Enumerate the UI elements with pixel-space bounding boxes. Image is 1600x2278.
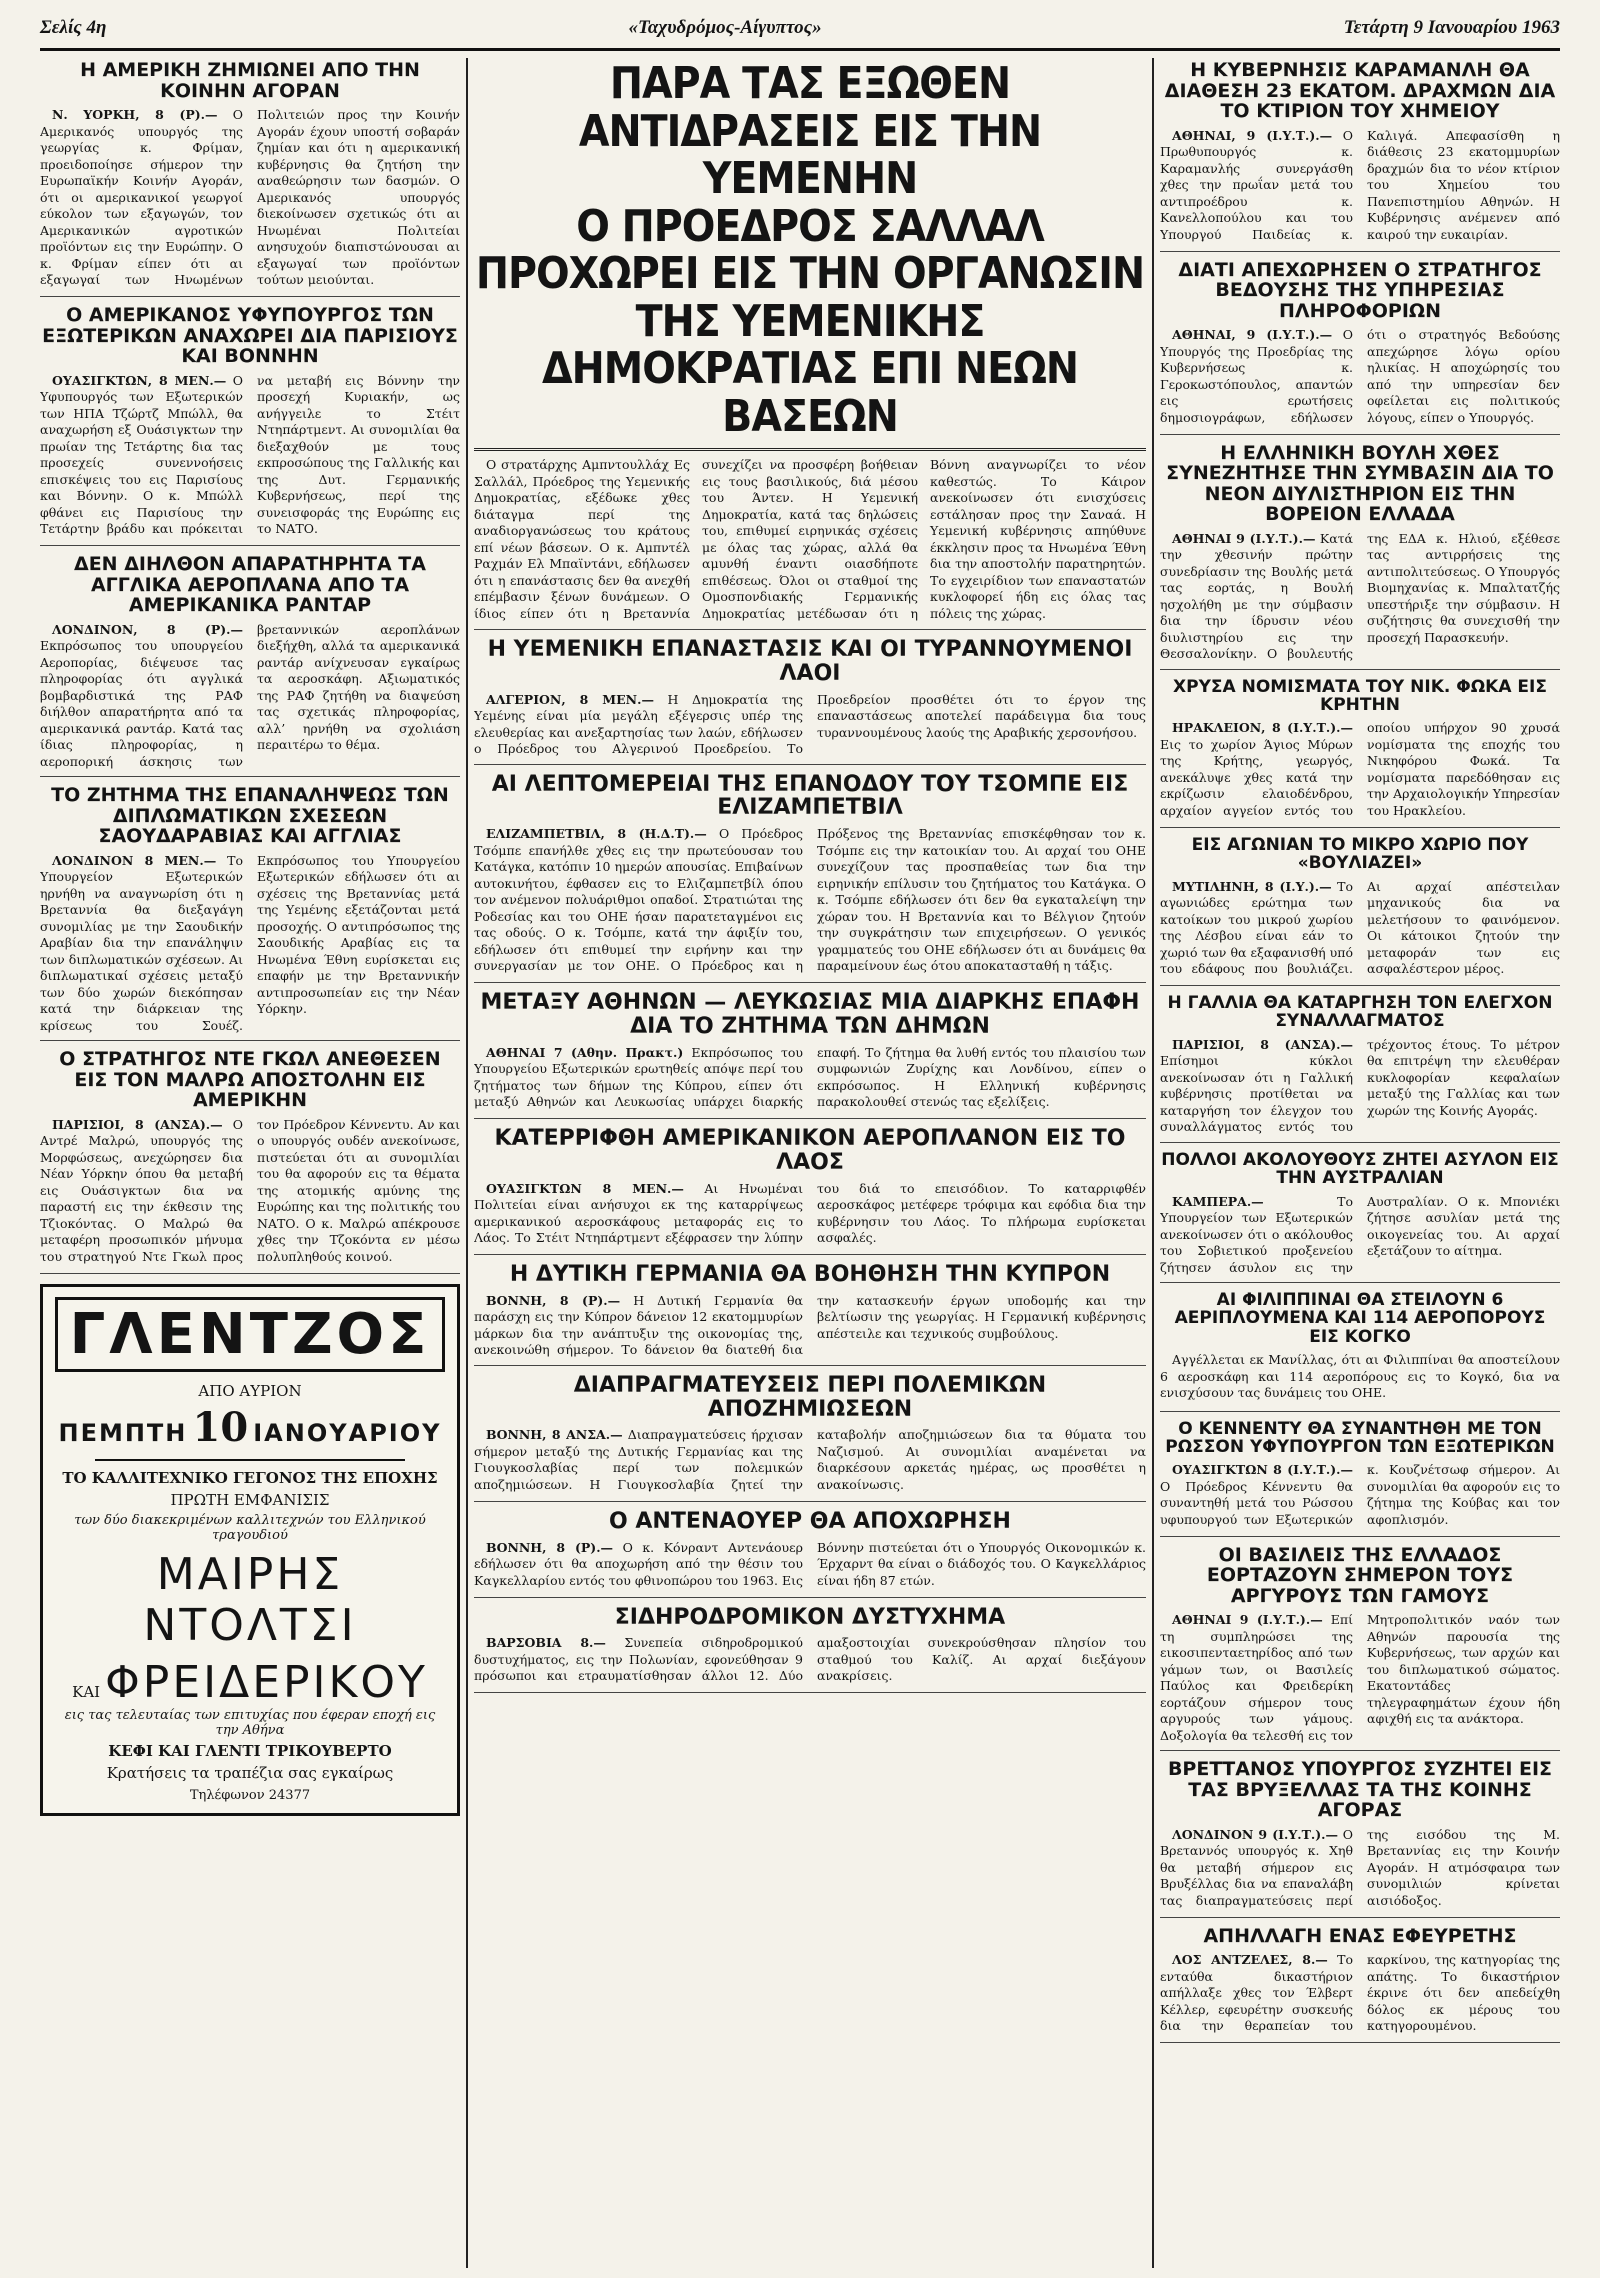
article (1160, 60, 1560, 252)
article-text: Η Δημοκρατία της Υεμένης είναι μία μεγάλη εξέγερσις υπέρ της ελευθερίας και ανεξαρτησίας των λαών, εδήλωσεν ο Πρόεδρος του Αλγερινού Προεδρείου. Το Προεδρείον προσθέτει ότι το έργον της επαναστάσεως αποτελεί παράδειγμα δια τους τυραννουμένους λαούς της Αραβικής χερσονήσου. (474, 691, 1146, 757)
article (1160, 443, 1560, 670)
dateline: ΟΥΑΣΙΓΚΤΩΝ 8 ΜΕΝ.— (486, 1180, 684, 1196)
article (474, 1127, 1146, 1255)
dateline: Ν. ΥΟΡΚΗ, 8 (Ρ).— (52, 107, 218, 123)
article-headline: ΑΙ ΦΙΛΙΠΠΙΝΑΙ ΘΑ ΣΤΕΙΛΟΥΝ 6 ΑΕΡΙΠΛΟΥΜΕΝΑ ΚΑΙ 114 ΑΕΡΟΠΟΡΟΥΣ ΕΙΣ ΚΟΓΚΟ (1174, 1290, 1546, 1347)
article-headline: ΧΡΥΣΑ ΝΟΜΙΣΜΑΤΑ ΤΟΥ ΝΙΚ. ΦΩΚΑ ΕΙΣ ΚΡΗΤΗΝ (1173, 676, 1547, 716)
article-text: Το ενταύθα δικαστήριον απήλλαξε χθες τον Έλβερτ Κέλλερ, εφευρέτην συσκευής δια την θεραπείαν του καρκίνου, της κατηγορίας της απάτης. Το δικαστήριον έκρινε ότι δεν απεδείχθη δόλος εκ μέρους του κατηγορουμένου. (1160, 1952, 1560, 2034)
ad-from: ΑΠΟ ΑΥΡΙΟΝ (198, 1381, 302, 1400)
dateline: ΛΟΝΔΙΝΟΝ, 8 (Ρ).— (52, 621, 243, 637)
ad-phone: Τηλέφωνον 24377 (189, 1787, 311, 1803)
ad-first: ΠΡΩΤΗ ΕΜΦΑΝΙΣΙΣ (170, 1490, 330, 1509)
article-text: Επί τη συμπληρώσει της εικοσιπενταετηρίδος από των γάμων των, οι Βασιλείς Παύλος και Φρειδερίκη εορτάζουν σήμερον τους αργυρούς των γάμους. Δοξολογία θα τελεσθή εις τον Μητροπολιτικόν ναόν των Αθηνών παρουσία της Κυβερνήσεως, των αρχών και του διπλωματικού σώματος. Εκατοντάδες τηλεγραφημάτων έχουν ήδη αφιχθή εις τα ανάκτορα. (1160, 1612, 1560, 1743)
article-text: Διαπραγματεύσεις ήρχισαν σήμερον μεταξύ της Δυτικής Γερμανίας και της Γιουγκοσλαβίας περί των πολεμικών αποζημιώσεων. Η Γιουγκοσλαβία ζητεί την καταβολήν αποζημιώσεων δια τα θύματα του Ναζισμού. Αι συνομιλίαι αναμένεται να διαρκέσουν αρκετάς ημέρας, ως προσθέτει η ανακοίνωσις. (474, 1427, 1146, 1492)
banner-line: ΤΗΣ ΥΕΜΕΝΙΚΗΣ ΔΗΜΟΚΡΑΤΙΑΣ ΕΠΙ ΝΕΩΝ ΒΑΣΕΩΝ (542, 295, 1078, 442)
article-headline: Ο ΑΜΕΡΙΚΑΝΟΣ ΥΦΥΠΟΥΡΓΟΣ ΤΩΝ ΕΞΩΤΕΡΙΚΩΝ ΑΝΑΧΩΡΕΙ ΔΙΑ ΠΑΡΙΣΙΟΥΣ ΚΑΙ ΒΟΝΝΗΝ (42, 304, 458, 368)
article-text: Ο Πρωθυπουργός κ. Καραμανλής συνεργάσθη χθες την πρωΐαν μετά του αντιπροέδρου κ. Κανελλοπούλου και του Υπουργού Παιδείας κ. Καλιγά. Απεφασίσθη η διάθεσις 23 εκατομμυρίων δραχμών δια το νέον κτίριον του Χημείου του Πανεπιστημίου Αθηνών. Η Κυβέρνησις ανέμενεν από καιρού την ευκαιρίαν. (1160, 127, 1560, 242)
article (1160, 1291, 1560, 1412)
ad-reserve: Κρατήσεις τα τραπέζια σας εγκαίρως (106, 1763, 394, 1782)
article (40, 785, 460, 1041)
article (474, 1510, 1146, 1598)
dateline: ΟΥΑΣΙΓΚΤΩΝ, 8 ΜΕΝ.— (52, 372, 227, 388)
dateline: ΑΘΗΝΑΙ 9 (Ι.Υ.Τ.).— (1172, 530, 1316, 546)
right-column (1160, 58, 1560, 2268)
article-text: Αγγέλλεται εκ Μανίλλας, ότι αι Φιλιππίναι θα αποστείλουν 6 αεροσκάφη και 114 αεροπόρους εις το Κογκό, δια να ενισχύσουν τας δυνάμεις του ΟΗΕ. (1160, 1352, 1560, 1401)
article-headline: ΟΙ ΒΑΣΙΛΕΙΣ ΤΗΣ ΕΛΛΑΔΟΣ ΕΟΡΤΑΖΟΥΝ ΣΗΜΕΡΟΝ ΤΟΥΣ ΑΡΓΥΡΟΥΣ ΤΩΝ ΓΑΜΟΥΣ (1206, 1543, 1514, 1607)
dateline: ΑΘΗΝΑΙ 7 (Αθην. Πρακτ.) (486, 1044, 684, 1060)
article (1160, 1420, 1560, 1537)
article-headline: ΠΟΛΛΟΙ ΑΚΟΛΟΥΘΟΥΣ ΖΗΤΕΙ ΑΣΥΛΟΝ ΕΙΣ ΤΗΝ ΑΥΣΤΡΑΛΙΑΝ (1161, 1149, 1559, 1189)
article-headline: ΔΙΑΤΙ ΑΠΕΧΩΡΗΣΕΝ Ο ΣΤΡΑΤΗΓΟΣ ΒΕΔΟΥΣΗΣ ΤΗΣ ΥΠΗΡΕΣΙΑΣ ΠΛΗΡΟΦΟΡΙΩΝ (1178, 258, 1542, 322)
article (1160, 836, 1560, 986)
article-headline: Ο ΑΝΤΕΝΑΟΥΕΡ ΘΑ ΑΠΟΧΩΡΗΣΗ (609, 1508, 1011, 1534)
dateline: ΕΛΙΖΑΜΠΕΤΒΙΛ, 8 (Η.Δ.Τ).— (486, 826, 707, 842)
article-headline: Η ΑΜΕΡΙΚΗ ΖΗΜΙΩΝΕΙ ΑΠΟ ΤΗΝ ΚΟΙΝΗΝ ΑΓΟΡΑΝ (80, 59, 420, 102)
dateline: ΠΑΡΙΣΙΟΙ, 8 (ΑΝΣΑ).— (52, 1116, 223, 1132)
article-headline: ΤΟ ΖΗΤΗΜΑ ΤΗΣ ΕΠΑΝΑΛΗΨΕΩΣ ΤΩΝ ΔΙΠΛΩΜΑΤΙΚΩΝ ΣΧΕΣΕΩΝ ΣΑΟΥΔΑΡΑΒΙΑΣ ΚΑΙ ΑΓΓΛΙΑΣ (51, 784, 449, 848)
dateline: ΒΟΝΝΗ, 8 ΑΝΣΑ.— (486, 1427, 623, 1443)
article-headline: ΕΙΣ ΑΓΩΝΙΑΝ ΤΟ ΜΙΚΡΟ ΧΩΡΙΟ ΠΟΥ «ΒΟΥΛΙΑΖΕΙ» (1191, 834, 1529, 874)
article-text: Το αγωνιώδες ερώτημα των κατοίκων του μικρού χωρίου της Λέσβου είναι εάν το χωριό των θα εξαφανισθή υπό του εδάφους που βουλιάζει. Αι αρχαί απέστειλαν μηχανικούς δια να μελετήσουν το φαινόμενον. Οι κάτοικοι ζητούν την μεταφοράν των εις ασφαλέστερον μέρος. (1160, 878, 1560, 977)
column-divider (466, 58, 468, 2268)
dateline: ΒΟΝΝΗ, 8 (Ρ).— (486, 1292, 621, 1308)
article-text: Συνεπεία σιδηροδρομικού δυστυχήματος, εις την Πολωνίαν, εφονεύθησαν 9 πρόσωποι και ετραυματίσθησαν άλλοι 12. Δύο αμαξοστοιχίαι συνεκρούσθησαν πλησίον του σταθμού του Καλίζ. Αι αρχαί διεξάγουν ανακρίσεις. (474, 1635, 1146, 1684)
masthead (40, 8, 1560, 51)
dateline: ΟΥΑΣΙΓΚΤΩΝ 8 (Ι.Υ.Τ.).— (1172, 1462, 1353, 1478)
ad-artist-1: ΜΑΙΡΗΣ ΝΤΟΛΤΣΙ (143, 1548, 357, 1651)
article (1160, 1151, 1560, 1283)
article-text: Το Υπουργείον Εξωτερικών ηρνήθη να αναγνωρίση ότι η Βρεταννία θα διεξαγάγη συνομιλίας με την Σαουδικήν Αραβίαν δια την επανάληψιν των διπλωματικών σχέσεων. Αι διπλωματικαί σχέσεις μεταξύ των δύο χωρών διεκόπησαν κατά την διάρκειαν της κρίσεως του Σουέζ. Εκπρόσωπος του Υπουργείου Εξωτερικών εδήλωσεν ότι αι σχέσεις της Βρεταννίας μετά της Υεμένης εξετάζονται μετά προσοχής. Ο αντιπρόσωπος της Σαουδικής Αραβίας εις τα Ηνωμένα Έθνη ευρίσκεται εις επαφήν με την Βρεταννικήν αντιπροσωπείαν εις την Νέαν Υόρκην. (40, 852, 460, 1033)
article (1160, 1545, 1560, 1752)
article-headline: ΒΡΕΤΤΑΝΟΣ ΥΠΟΥΡΓΟΣ ΣΥΖΗΤΕΙ ΕΙΣ ΤΑΣ ΒΡΥΞΕΛΛΑΣ ΤΑ ΤΗΣ ΚΟΙΝΗΣ ΑΓΟΡΑΣ (1167, 1758, 1553, 1822)
banner-line: Ο ΠΡΟΕΔΡΟΣ ΣΑΛΛΑΛ ΠΡΟΧΩΡΕΙ ΕΙΣ ΤΗΝ ΟΡΓΑΝΩΣΙΝ (475, 200, 1145, 300)
article (1160, 994, 1560, 1143)
article-text: Ο Βρεταννός υπουργός κ. Χηθ θα μεταβή σήμερον εις Βρυξέλλας δια να επαναλάβη τας διαπραγματεύσεις περί της εισόδου της Μ. Βρεταννίας εις την Κοινήν Αγοράν. Η ατμόσφαιρα των συνομιλιών κρίνεται αισιόδοξος. (1160, 1826, 1560, 1908)
article-headline: Η ΕΛΛΗΝΙΚΗ ΒΟΥΛΗ ΧΘΕΣ ΣΥΝΕΖΗΤΗΣΕ ΤΗΝ ΣΥΜΒΑΣΙΝ ΔΙΑ ΤΟ ΝΕΟΝ ΔΙΥΛΙΣΤΗΡΙΟΝ ΕΙΣ ΤΗΝ ΒΟΡΕΙΟΝ ΕΛΛΑΔΑ (1166, 441, 1554, 526)
advertisement (40, 1284, 460, 1816)
article-text: Ο Αμερικανός υπουργός της γεωργίας κ. Φρίμαν, προειδοποίησε σήμερον την Ευρωπαϊκήν Κοινήν Αγοράν, ότι οι αμερικανικοί γεωργοί εύκολον των εξαγωγών, τον Αμερικανικών αγροτικών προϊόντων εις την Ευρώπην. Ο κ. Φρίμαν είπεν ότι αι εξαγωγαί των Ηνωμένων Πολιτειών προς την Κοινήν Αγοράν έχουν υποστή σοβαράν ζημίαν και ότι η αμερικανική κυβέρνησις θα ζητήση την αναθεώρησιν των δασμών. Ο Αμερικανός υπουργός διεκοίνωσεν σχετικώς ότι αι Ηνωμέναι Πολιτείαι ανησυχούν διαπιστώνουσαι αι εξαγωγαί των προϊόντων τούτων μειούνται. (40, 107, 460, 288)
article (40, 554, 460, 777)
ad-event: ΤΟ ΚΑΛΛΙΤΕΧΝΙΚΟ ΓΕΓΟΝΟΣ ΤΗΣ ΕΠΟΧΗΣ (62, 1468, 438, 1487)
dateline: ΒΑΡΣΟΒΙΑ 8.— (486, 1635, 606, 1651)
issue-date: Τετάρτη 9 Ιανουαρίου 1963 (1343, 17, 1560, 38)
article-headline: ΔΕΝ ΔΙΗΛΘΟΝ ΑΠΑΡΑΤΗΡΗΤΑ ΤΑ ΑΓΓΛΙΚΑ ΑΕΡΟΠΛΑΝΑ ΑΠΟ ΤΑ ΑΜΕΡΙΚΑΝΙΚΑ ΡΑΝΤΑΡ (74, 553, 426, 617)
article (474, 1606, 1146, 1694)
article-text: Ο Υφυπουργός των Εξωτερικών των ΗΠΑ Τζώρτζ Μπώλλ, θα αναχωρήση εξ Ουάσιγκτων την πρωίαν της Τετάρτης δια τας προσεχείς συνεννοήσεις επισκέψεις του εις Παρισίους και Βόννην. Ο κ. Μπώλλ φθάνει εις Παρισίους την Τετάρτην βράδυ και πρόκειται να μεταβή εις Βόννην την προσεχή Κυριακήν, ως ανήγγειλε το Στέιτ Ντηπάρτμεντ. Αι συνομιλίαι θα διεξαχθούν με τους εκπροσώπους της Γαλλικής και της Δυτ. Γερμανικής Κυβερνήσεως, περί της συνεισφοράς της Ευρώπης εις το ΝΑΤΟ. (40, 372, 460, 537)
article-text: Κατά την χθεσινήν πρώτην συνεδρίασιν της Βουλής μετά τας εορτάς, η Βουλή ησχολήθη με την σύμβασιν δια την ίδρυσιν νέου διυλιστηρίου εις την Θεσσαλονίκην. Ο βουλευτής της ΕΔΑ κ. Ηλιού, εξέθεσε τας αντιρρήσεις της αντιπολιτεύσεως. Ο Υπουργός Βιομηχανίας κ. Μπαλτατζής υπεστήριξε την σύμβασιν. Η συζήτησις θα συνεχισθή την προσεχή Παρασκευήν. (1160, 530, 1560, 662)
article-text: Το Υπουργείον των Εξωτερικών ανεκοίνωσεν ότι ο ακόλουθος του Σοβιετικού προξενείου ζήτησεν άσυλον εις την Αυστραλίαν. Ο κ. Μπονιέκι ζήτησε ασυλίαν μετά της οικογενείας του. Αι αρχαί εξετάζουν το αίτημα. (1160, 1193, 1560, 1275)
article-headline: Ο ΣΤΡΑΤΗΓΟΣ ΝΤΕ ΓΚΩΛ ΑΝΕΘΕΣΕΝ ΕΙΣ ΤΟΝ ΜΑΛΡΩ ΑΠΟΣΤΟΛΗΝ ΕΙΣ ΑΜΕΡΙΚΗΝ (59, 1048, 441, 1112)
column-divider (1152, 58, 1154, 2268)
article (474, 1263, 1146, 1366)
left-column (40, 58, 460, 2268)
article-text: Επίσημοι κύκλοι ανεκοίνωσαν ότι η Γαλλική κυβέρνησις προτίθεται να καταργήση τον έλεγχον του συναλλάγματος εντός του τρέχοντος έτους. Το μέτρον θα επιτρέψη την ελευθέραν κυκλοφορίαν κεφαλαίων μεταξύ της Γαλλίας και των χωρών της Κοινής Αγοράς. (1160, 1036, 1560, 1135)
dateline: ΠΑΡΙΣΙΟΙ, 8 (ΑΝΣΑ).— (1172, 1036, 1353, 1052)
article-text: Η Δυτική Γερμανία θα παράσχη εις την Κύπρον δάνειον 12 εκατομμυρίων μάρκων δια την ανάπτυξιν της οικονομίας της, ανεκοινώθη σήμερον. Το δάνειον θα διατεθή δια την κατασκευήν έργων υποδομής και την βελτίωσιν της γεωργίας. Η Γερμανική κυβέρνησις απέστειλε και τεχνικούς συμβούλους. (474, 1292, 1146, 1358)
article-text: Ο Αντρέ Μαλρώ, υπουργός της Μορφώσεως, ανεχώρησεν δια Νέαν Υόρκην όπου θα μεταβή εις Ουάσιγκτων δια να παραστή εις την έκθεσιν της Τζιοκόντας. Ο Μαλρώ θα μεταφέρη προσωπικόν μήνυμα του στρατηγού Ντε Γκωλ προς τον Πρόεδρον Κέννεντυ. Αν και ο υπουργός ουδέν ανεκοίνωσε, πιστεύεται ότι αι συνομιλίαι του θα αφορούν εις τα θέματα της ατομικής αμύνης της Ευρώπης και της πολιτικής του ΝΑΤΟ. Ο κ. Μαλρώ απέκρουσε χθες την Τζοκόντα εν μέσω πολυπληθούς κοινού. (40, 1116, 460, 1264)
article-headline: Η ΔΥΤΙΚΗ ΓΕΡΜΑΝΙΑ ΘΑ ΒΟΗΘΗΣΗ ΤΗΝ ΚΥΠΡΟΝ (509, 1262, 1111, 1288)
banner-headline (474, 60, 1146, 440)
article-text: Εκπρόσωπος του Υπουργείου Εξωτερικών ερωτηθείς απόψε περί του ζητήματος των δήμων της Κύπρου, είπεν ότι μεταξύ Αθηνών και Λευκωσίας υπάρχει διαρκής επαφή. Το ζήτημα θα λυθή εντός του πλαισίου των συμφωνιών Ζυρίχης και Λονδίνου, είπεν ο εκπρόσωπος. Η Ελληνική κυβέρνησις παρακολουθεί στενώς τας εξελίξεις. (474, 1044, 1146, 1110)
article-text: Ο Πρόεδρος Κέννεντυ θα συναντηθή μετά του Ρώσσου υφυπουργού των Εξωτερικών κ. Κουζνέτσωφ σήμερον. Αι συνομιλίαι θα αφορούν εις το ζήτημα της Κούβας και τον αφοπλισμόν. (1160, 1462, 1560, 1527)
article-headline: Η ΥΕΜΕΝΙΚΗ ΕΠΑΝΑΣΤΑΣΙΣ ΚΑΙ ΟΙ ΤΥΡΑΝΝΟΥΜΕΝΟΙ ΛΑΟΙ (487, 637, 1133, 686)
ad-intro: των δύο διακεκριμένων καλλιτεχνών του Ελληνικού τραγουδιού (74, 1512, 426, 1543)
ad-brand: ΓΛΕΝΤΖΟΣ (55, 1297, 445, 1372)
lead-article (474, 60, 1146, 630)
dateline: ΛΟΣ ΑΝΤΖΕΛΕΣ, 8.— (1172, 1952, 1328, 1968)
ad-month: ΙΑΝΟΥΑΡΙΟΥ (253, 1418, 442, 1447)
page-number: Σελίς 4η (40, 17, 107, 38)
article (1160, 678, 1560, 828)
dateline: ΑΛΓΕΡΙΟΝ, 8 ΜΕΝ.— (486, 691, 654, 707)
article-headline: ΑΠΗΛΛΑΓΗ ΕΝΑΣ ΕΦΕΥΡΕΤΗΣ (1203, 1924, 1517, 1947)
dateline: ΚΑΜΠΕΡΑ.— (1172, 1193, 1264, 1209)
article (40, 1049, 460, 1274)
ad-kefi: ΚΕΦΙ ΚΑΙ ΓΛΕΝΤΙ ΤΡΙΚΟΥΒΕΡΤΟ (108, 1741, 392, 1760)
ad-tagline: εις τας τελευταίας των επιτυχίας που έφεραν εποχή εις την Αθήνα (64, 1707, 436, 1738)
dateline: ΛΟΝΔΙΝΟΝ 9 (Ι.Υ.Τ.).— (1172, 1826, 1339, 1842)
article (1160, 260, 1560, 435)
article-headline: Η ΓΑΛΛΙΑ ΘΑ ΚΑΤΑΡΓΗΣΗ ΤΟΝ ΕΛΕΓΧΟΝ ΣΥΝΑΛΛΑΓΜΑΤΟΣ (1167, 993, 1553, 1032)
article-text: Ο Πρόεδρος Τσόμπε επανήλθε χθες εις την πρωτεύουσαν του Κατάγκα, κατόπιν 10 ημερών απουσίας. Επιβαίνων αυτοκινήτου, έφθασεν εις το Ελιζαμπετβίλ όπου τον ανέμενον πολυάριθμοι οπαδοί. Στρατιώται της Ροδεσίας και του ΟΗΕ ήσαν παρατεταγμένοι εις τας οδούς. Ο κ. Τσόμπε, κατά την άφιξίν του, εδήλωσεν ότι επιθυμεί την ειρήνην και την συνεργασίαν με τον ΟΗΕ. Ο Πρόεδρος και η Πρόξενος της Βρεταννίας επισκέφθησαν τον κ. Τσόμπε εις την κατοικίαν του. Αι αρχαί του ΟΗΕ συνεχίζουν τας προσπαθείας των δια την ειρηνικήν επίλυσιν του ζητήματος του Κατάγκα. Ο κ. Τσόμπε εδήλωσεν ότι δεν θα εγκαταλείψη την χώραν του. Η Βρεταννία και το Βέλγιον ζητούν την συγκράτησιν των επιχειρήσεων. Ο γενικός γραμματεύς του ΟΗΕ εδήλωσεν ότι αι δυνάμεις θα παραμείνουν έως ότου αποκατασταθή η τάξις. (474, 826, 1146, 974)
article (474, 1374, 1146, 1502)
article (474, 773, 1146, 984)
banner-line: ΠΑΡΑ ΤΑΣ ΕΞΩΘΕΝ ΑΝΤΙΔΡΑΣΕΙΣ ΕΙΣ ΤΗΝ ΥΕΜΕΝΗΝ (578, 58, 1042, 205)
dateline: ΛΟΝΔΙΝΟΝ 8 ΜΕΝ.— (52, 852, 217, 868)
article (40, 305, 460, 546)
dateline: ΗΡΑΚΛΕΙΟΝ, 8 (Ι.Υ.Τ.).— (1172, 720, 1353, 736)
article (474, 991, 1146, 1119)
dateline: ΑΘΗΝΑΙ, 9 (Ι.Υ.Τ.).— (1172, 327, 1333, 343)
center-column (474, 58, 1146, 2268)
ad-day: ΠΕΜΠΤΗ (58, 1418, 188, 1447)
article-headline: ΑΙ ΛΕΠΤΟΜΕΡΕΙΑΙ ΤΗΣ ΕΠΑΝΟΔΟΥ ΤΟΥ ΤΣΟΜΠΕ ΕΙΣ ΕΛΙΖΑΜΠΕΤΒΙΛ (491, 771, 1129, 821)
article (40, 60, 460, 297)
ad-artist-2: ΦΡΕΙΔΕΡΙΚΟΥ (105, 1656, 428, 1708)
article (474, 638, 1146, 765)
article-text: Αι Ηνωμέναι Πολιτείαι είναι ανήσυχοι εκ της καταρρίψεως αμερικανικού αεροσκάφους μεταφοράς εις το Λάος. Το Στέιτ Ντηπάρτμεντ εξέφρασεν την λύπην του διά το επεισόδιον. Το καταρριφθέν αεροσκάφος μετέφερε τρόφιμα και εφόδια δια την κυβέρνησιν του Λάος. Το πλήρωμα ευρίσκεται ασφαλές. (474, 1180, 1146, 1246)
newspaper-name: «Ταχυδρόμος-Αίγυπτος» (628, 17, 822, 38)
ad-day-number: 10 (192, 1403, 249, 1451)
article-headline: ΚΑΤΕΡΡΙΦΘΗ ΑΜΕΡΙΚΑΝΙΚΟΝ ΑΕΡΟΠΛΑΝΟΝ ΕΙΣ ΤΟ ΛΑΟΣ (494, 1126, 1126, 1175)
dateline: ΑΘΗΝΑΙ, 9 (Ι.Υ.Τ.).— (1172, 127, 1333, 143)
article (1160, 1759, 1560, 1918)
article-headline: ΔΙΑΠΡΑΓΜΑΤΕΥΣΕΙΣ ΠΕΡΙ ΠΟΛΕΜΙΚΩΝ ΑΠΟΖΗΜΙΩΣΕΩΝ (573, 1372, 1047, 1422)
article-text: Ο Υπουργός της Προεδρίας της Κυβερνήσεως κ. Γεροκωστόπουλος, απαντών εις ερωτήσεις δημοσιογράφων, εδήλωσεν ότι ο στρατηγός Βεδούσης απεχώρησε λόγω ορίου ηλικίας. Η αποχώρησίς του από την υπηρεσίαν δεν οφείλεται εις πολιτικούς λόγους, είπεν ο Υπουργός. (1160, 327, 1560, 425)
article-headline: Ο ΚΕΝΝΕΝΤΥ ΘΑ ΣΥΝΑΝΤΗΘΗ ΜΕ ΤΟΝ ΡΩΣΣΟΝ ΥΦΥΠΟΥΡΓΟΝ ΤΩΝ ΕΞΩΤΕΡΙΚΩΝ (1165, 1418, 1555, 1457)
dateline: ΒΟΝΝΗ, 8 (Ρ).— (486, 1539, 614, 1555)
dateline: ΑΘΗΝΑΙ 9 (Ι.Υ.Τ.).— (1172, 1612, 1323, 1628)
article-headline: ΣΙΔΗΡΟΔΡΟΜΙΚΟΝ ΔΥΣΤΥΧΗΜΑ (614, 1604, 1006, 1630)
article (1160, 1926, 1560, 2044)
article-headline: ΜΕΤΑΞΥ ΑΘΗΝΩΝ — ΛΕΥΚΩΣΙΑΣ ΜΙΑ ΔΙΑΡΚΗΣ ΕΠΑΦΗ ΔΙΑ ΤΟ ΖΗΤΗΜΑ ΤΩΝ ΔΗΜΩΝ (480, 990, 1140, 1039)
dateline: ΜΥΤΙΛΗΝΗ, 8 (Ι.Υ.).— (1172, 878, 1332, 894)
article-text: Εις το χωρίον Άγιος Μύρων της Κρήτης, γεωργός, ανεκάλυψε χθες κατά την εκρίζωσιν ελαιοδένδρου, αρχαίον αγγείον εντός του οποίου υπήρχον 90 χρυσά νομίσματα της εποχής του Νικηφόρου Φωκά. Τα νομίσματα παρεδόθησαν εις την Αρχαιολογικήν Υπηρεσίαν του Ηρακλείου. (1160, 720, 1560, 818)
article-text: Ο κ. Κόνραντ Αντενάουερ εδήλωσεν ότι θα αποχωρήση από την θέσιν του Καγκελλαρίου εντός του φθινοπώρου του 1963. Εις Βόννην πιστεύεται ότι ο Υπουργός Οικονομικών κ. Έρχαρντ θα είναι ο διάδοχός του. Ο Καγκελλάριος είναι ήδη 87 ετών. (474, 1539, 1146, 1588)
ad-and: ΚΑΙ (72, 1682, 101, 1701)
article-text: Ο στρατάρχης Αμπντουλλάχ Ες Σαλλάλ, Πρόεδρος της Υεμενικής Δημοκρατίας, εξέδωκε χθες διάταγμα περί της αναδιοργανώσεως του κράτους επί νέων βάσεων. Ο κ. Αμπντέλ Ραχμάν Ελ Μπαϊντάνι, εδήλωσεν ότι η επανάστασις δεν θα ανεχθή επέμβασιν ξένων δυνάμεων. Ο ίδιος είπεν ότι η Βρεταννία συνεχίζει να προσφέρη βοήθειαν εις τους βασιλικούς, διά μέσου του Άντεν. Η Υεμενική Δημοκρατία, κατά τας δηλώσεις του, επιθυμεί ειρηνικάς σχέσεις με όλας τας χώρας, αλλά θα αμυνθή έναντι οιασδήποτε επιθέσεως. Όλοι οι σταθμοί της Ομοσπονδιακής Γερμανικής Δημοκρατίας μετέδωσαν ότι η Βόννη αναγνωρίζει το νέον καθεστώς. Το Κάιρον ανεκοίνωσεν ότι ενισχύσεις εστάλησαν προς την Σαναά. Η Υεμενική κυβέρνησις απηύθυνε έκκλησιν προς τα Ηνωμένα Έθνη δια την αποστολήν παρατηρητών. Το εγχειρίδιον των επαναστατών κυκλοφορεί ήδη εις όλας τας πόλεις της χώρας. (474, 457, 1146, 621)
article-text: Εκπρόσωπος του υπουργείου Αεροπορίας, διέψευσε τας πληροφορίας ότι αγγλικά βομβαρδιστικά της ΡΑΦ διήλθον απαρατήρητα από τα αμερικανικά ραντάρ. Κατά τας ίδιας πληροφορίας, η αεροπορική άσκησις των βρεταννικών αεροπλάνων διεξήχθη, αλλά τα αμερικανικά ραντάρ ανίχνευσαν εγκαίρως τα αεροσκάφη. Αξιωματικός της ΡΑΦ ζητήθη να διαψεύση τας σχετικάς πληροφορίας, αλλ’ ηρνήθη να σχολιάση περαιτέρω το θέμα. (40, 621, 460, 769)
article-headline: Η ΚΥΒΕΡΝΗΣΙΣ ΚΑΡΑΜΑΝΛΗ ΘΑ ΔΙΑΘΕΣΗ 23 ΕΚΑΤΟΜ. ΔΡΑΧΜΩΝ ΔΙΑ ΤΟ ΚΤΙΡΙΟΝ ΤΟΥ ΧΗΜΕΙΟΥ (1164, 59, 1556, 123)
